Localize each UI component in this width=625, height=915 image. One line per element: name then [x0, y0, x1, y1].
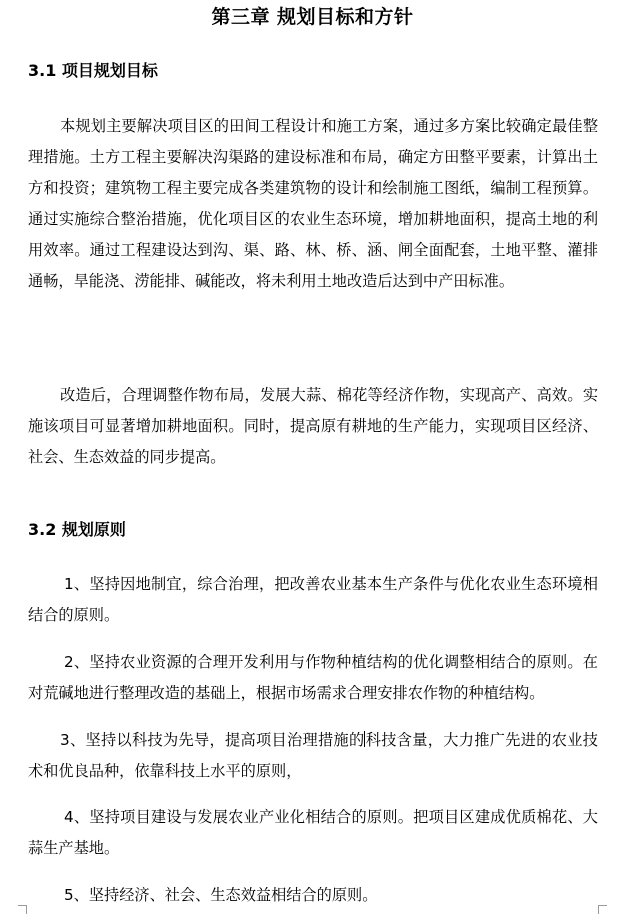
principle-1: 1、坚持因地制宜，综合治理，把改善农业基本生产条件与优化农业生态环境相结合的原则。 — [28, 575, 598, 624]
page-corner-mark-right — [598, 905, 607, 914]
principle-3 — [28, 725, 598, 787]
principle-4: 4、坚持项目建设与发展农业产业化相结合的原则。把项目区建成优质棉花、大蒜生产基地。 — [28, 808, 598, 857]
paragraph-goal-body: 本规划主要解决项目区的田间工程设计和施工方案，通过多方案比较确定最佳整理措施。土方工程主要解决沟渠路的建设标准和布局，确定方田整平要素，计算出土方和投资；建筑物工程主要完成各类建筑物的设计和绘制施工图纸，编制工程预算。通过实施综合整治措施，优化项目区的农业生态环境，增加耕地面积，提高土地的利用效率。通过工程建设达到沟、渠、路、林、桥、涵、闸全面配套，土地平整、灌排通畅，旱能浇、涝能排、碱能改，将未利用土地改造后达到中产田标准。 — [28, 117, 598, 290]
paragraph-goal-outcome: 改造后，合理调整作物布局，发展大蒜、棉花等经济作物，实现高产、高效。实施该项目可显著增加耕地面积。同时，提高原有耕地的生产能力，实现项目区经济、社会、生态效益的同步提高。 — [28, 386, 598, 466]
chapter-title: 第三章 规划目标和方针 — [211, 6, 414, 28]
section-heading-3-2: 3.2 规划原则 — [28, 520, 126, 539]
page-corner-mark-left — [18, 905, 27, 914]
principle-3-part-2: 科技含量，大力推广先进的农业技术和优良品种，依靠科技上水平的原则， — [28, 731, 598, 780]
principle-5: 5、坚持经济、社会、生态效益相结合的原则。 — [64, 886, 378, 904]
principle-3-part-1: 3、坚持以科技为先导，提高项目治理措施的 — [60, 731, 365, 749]
principle-2: 2、坚持农业资源的合理开发利用与作物种植结构的优化调整相结合的原则。在对荒碱地进行整理改造的基础上，根据市场需求合理安排农作物的种植结构。 — [28, 653, 598, 702]
section-heading-3-1: 3.1 项目规划目标 — [28, 61, 158, 80]
